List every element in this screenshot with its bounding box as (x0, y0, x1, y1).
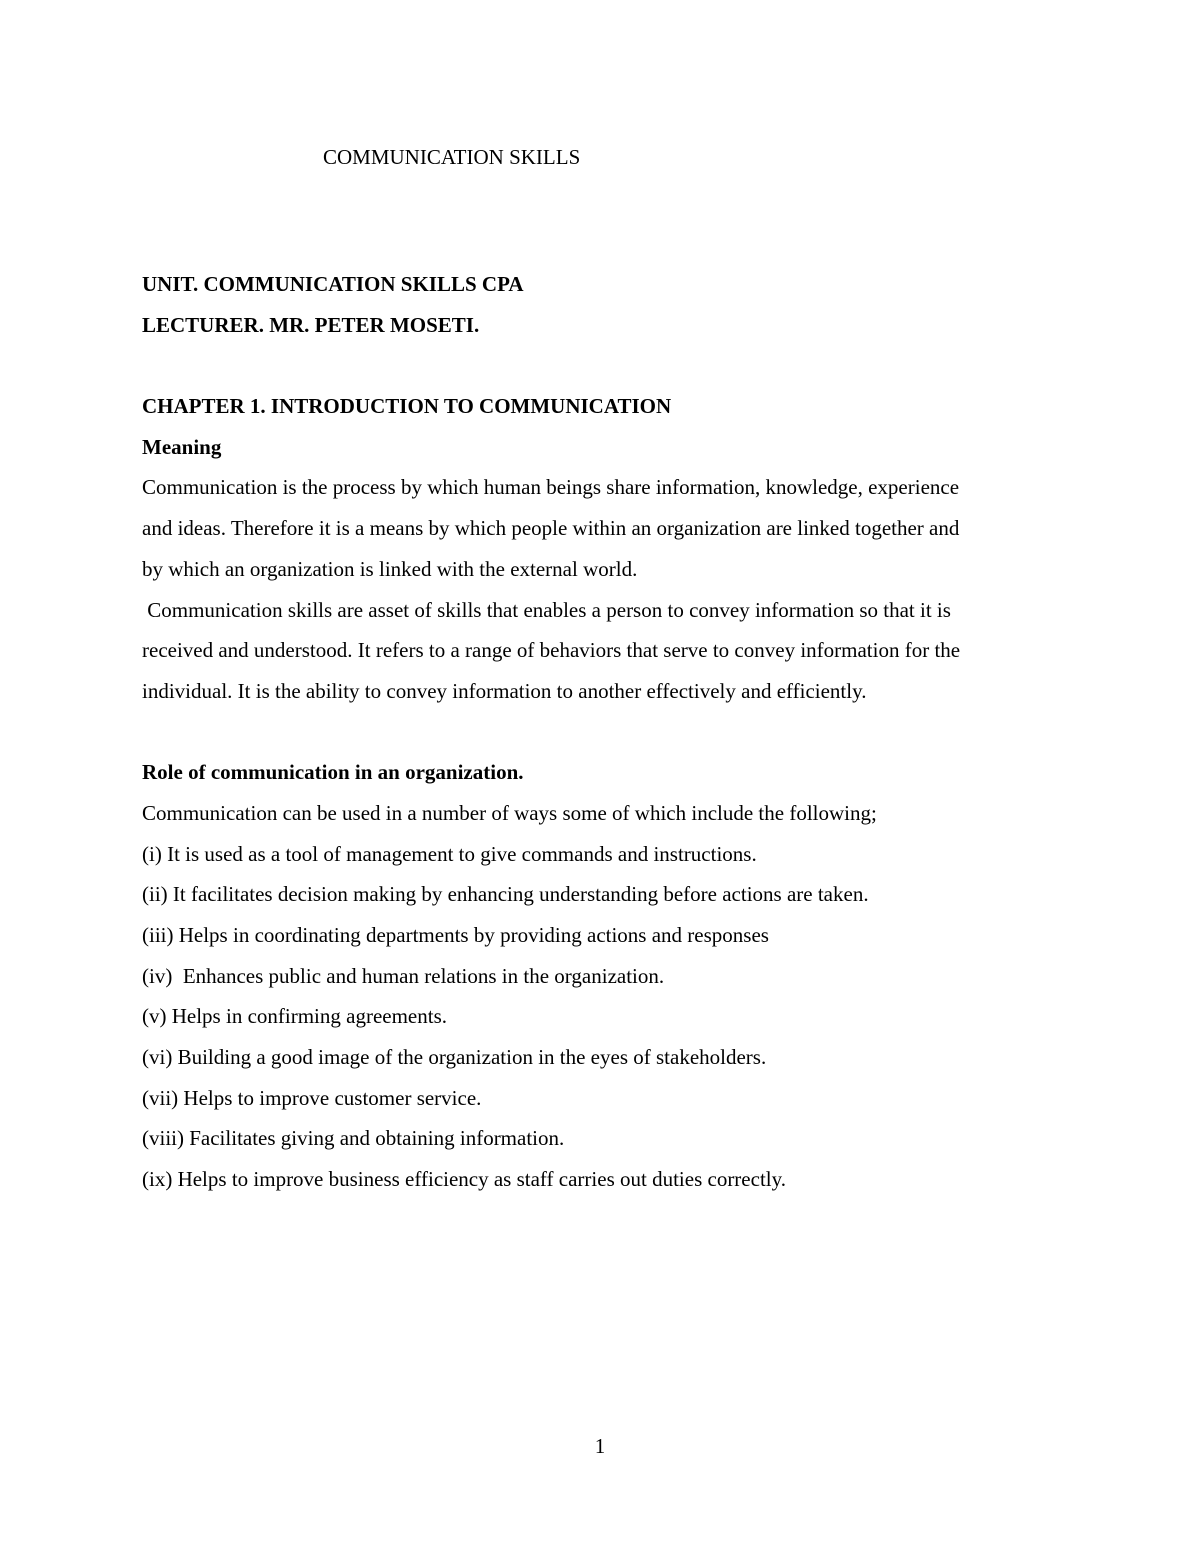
lecturer-line: LECTURER. MR. PETER MOSETI. (142, 312, 480, 337)
meaning-paragraph1-line: Communication is the process by which human beings share information, knowledge, experience (142, 475, 960, 500)
meaning-heading: Meaning (142, 434, 222, 459)
meaning-paragraph1-line: by which an organization is linked with the external world. (142, 556, 638, 581)
document-body (142, 264, 1072, 1200)
meaning-paragraph2-line: received and understood. It refers to a range of behaviors that serve to convey information for the (142, 638, 961, 663)
meaning-paragraph2-line: Communication skills are asset of skills that enables a person to convey information so that it is (142, 597, 951, 622)
role-list-item: (vi) Building a good image of the organization in the eyes of stakeholders. (142, 1045, 767, 1070)
chapter-heading: CHAPTER 1. INTRODUCTION TO COMMUNICATION (142, 394, 672, 419)
role-list-item: (iv) Enhances public and human relations in the organization. (142, 963, 665, 988)
document-title: COMMUNICATION SKILLS (323, 145, 581, 169)
role-list-item: (ix) Helps to improve business efficiency as staff carries out duties correctly. (142, 1167, 786, 1192)
role-list-item: (vii) Helps to improve customer service. (142, 1085, 482, 1110)
role-list-item: (viii) Facilitates giving and obtaining information. (142, 1126, 565, 1151)
unit-line: UNIT. COMMUNICATION SKILLS CPA (142, 272, 524, 296)
role-list-item: (v) Helps in confirming agreements. (142, 1004, 447, 1029)
spacer (142, 712, 1072, 753)
meaning-paragraph2-line: individual. It is the ability to convey information to another effectively and efficiently. (142, 678, 867, 703)
spacer (142, 345, 1072, 386)
role-list-item: (iii) Helps in coordinating departments by providing actions and responses (142, 923, 769, 947)
page-number: 1 (594, 1434, 606, 1458)
role-intro: Communication can be used in a number of ways some of which include the following; (142, 800, 877, 825)
meaning-paragraph1-line: and ideas. Therefore it is a means by which people within an organization are linked together and (142, 516, 960, 541)
role-heading: Role of communication in an organization. (142, 760, 524, 785)
role-list-item: (ii) It facilitates decision making by enhancing understanding before actions are taken. (142, 882, 869, 907)
role-list-item: (i) It is used as a tool of management to give commands and instructions. (142, 841, 757, 866)
